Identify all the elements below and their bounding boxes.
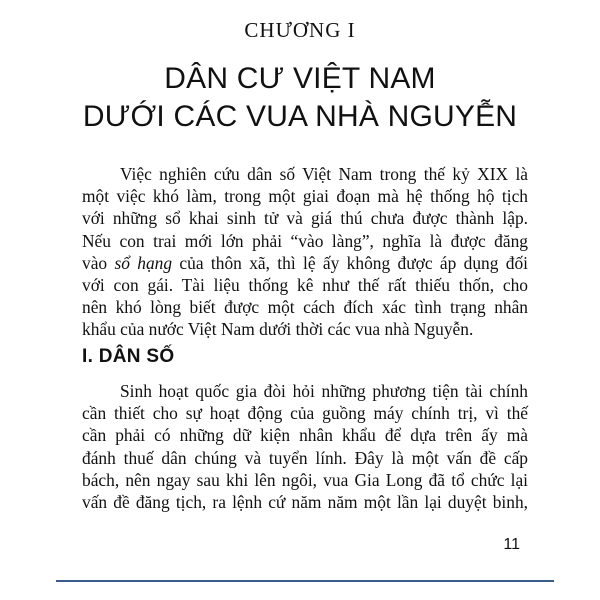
paragraph-line: Sinh hoạt quốc gia đòi hỏi những phương tiện tài chính [120, 381, 528, 401]
chapter-title [0, 60, 600, 136]
intro-paragraph [82, 163, 528, 341]
paragraph-line: nên khó lòng biết được một cách đích xác tình trạng nhân [82, 297, 528, 318]
chapter-label: CHƯƠNG I [244, 18, 356, 42]
paragraph-line: đánh thuế dân chúng và tuyển lính. Đây là một vấn đề cấp [82, 447, 528, 468]
chapter-title-line-2: DƯỚI CÁC VUA NHÀ NGUYỄN [82, 100, 518, 133]
page-number: 11 [503, 536, 520, 553]
paragraph-line [82, 252, 528, 274]
paragraph-line: Nếu con trai mới lớn phải “vào làng”, nghĩa là được đăng [82, 230, 528, 251]
paragraph-line: cần phải có những dữ kiện nhân khẩu để dựa trên ấy mà [82, 425, 528, 446]
paragraph-line: với con gái. Tài liệu thống kê như thế rất thiếu thốn, cho [82, 275, 528, 296]
section-heading: I. DÂN SỐ [82, 346, 175, 367]
paragraph-line: với những sổ khai sinh tử và giá thú chưa được thành lập. [82, 208, 528, 229]
bottom-divider [56, 580, 554, 582]
section-paragraph [82, 380, 528, 513]
paragraph-line: cần thiết cho sự hoạt động của guồng máy chính trị, vì thế [82, 403, 528, 424]
paragraph-line: một việc khó làm, trong một giai đoạn mà hệ thống hộ tịch [82, 186, 528, 207]
italic-term: sổ hạng [114, 252, 173, 273]
paragraph-line: bách, nên ngay sau khi lên ngôi, vua Gia Long đã tổ chức lại [82, 469, 528, 490]
paragraph-line: khẩu của nước Việt Nam dưới thời các vua nhà Nguyễn. [82, 319, 474, 340]
line-rest: thôn xã, thì lệ ấy không được áp dụng đối [210, 252, 529, 273]
line-prefix: vào [82, 252, 115, 273]
chapter-title-line-1: DÂN CƯ VIỆT NAM [164, 62, 436, 95]
paragraph-line: vấn đề đăng tịch, ra lệnh cứ năm năm một lần lại duyệt binh, [82, 492, 528, 513]
line-suffix: của [172, 252, 211, 273]
paragraph-line: Việc nghiên cứu dân số Việt Nam trong thế kỷ XIX là [120, 164, 528, 184]
